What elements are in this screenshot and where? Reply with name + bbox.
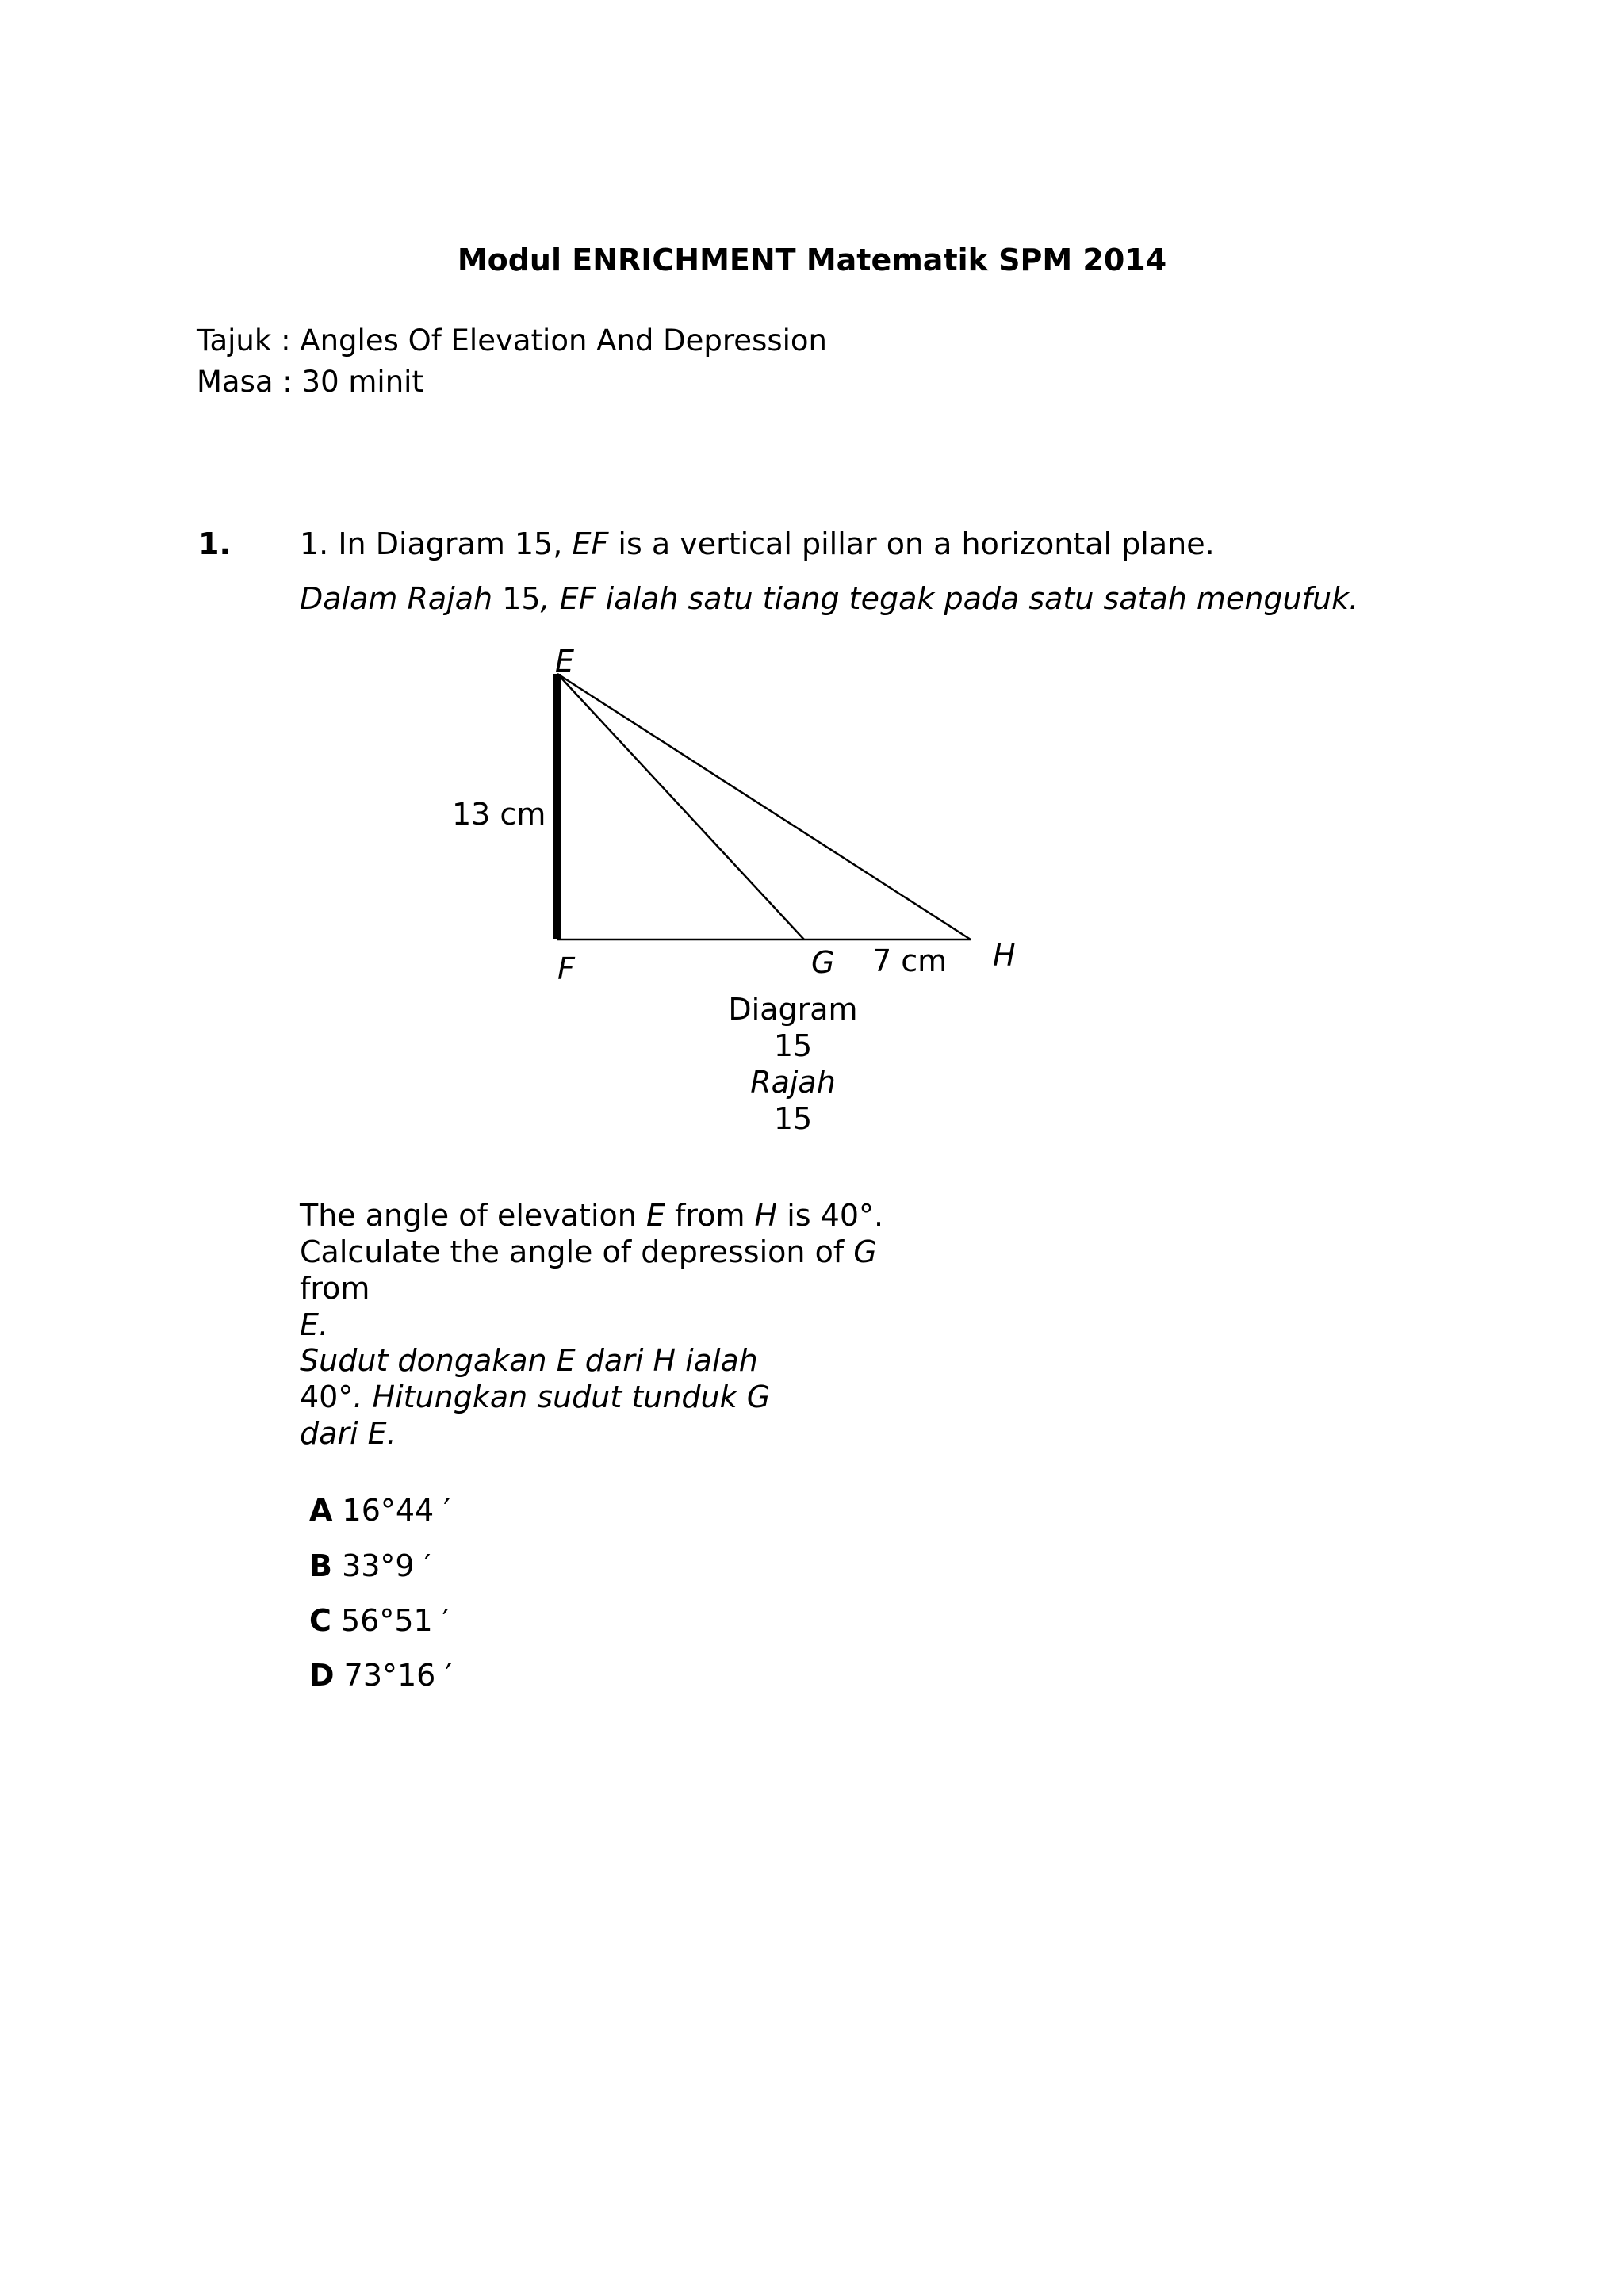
text-en-line-3: E. bbox=[300, 1307, 329, 1342]
caption-en-2: 15 bbox=[773, 1028, 813, 1063]
intro-malay-b: , EF ialah satu tiang tegak pada satu satah mengufuk. bbox=[540, 581, 1359, 616]
question-text-en bbox=[300, 1197, 934, 1343]
diagram-caption bbox=[698, 991, 888, 1137]
question-text-malay bbox=[300, 1342, 934, 1452]
triangle-diagram bbox=[428, 638, 1031, 987]
intro-var: EF bbox=[572, 526, 609, 561]
text-my-line-2: 40°. Hitungkan sudut tunduk G bbox=[300, 1380, 771, 1414]
text-en-line-2: Calculate the angle of depression of G from bbox=[300, 1234, 877, 1306]
label-e: E bbox=[555, 644, 575, 679]
option-d[interactable]: D 73°16 ′ bbox=[309, 1658, 453, 1693]
question-intro-en bbox=[300, 526, 1215, 561]
intro-malay-a: Dalam Rajah bbox=[300, 581, 503, 616]
line-eh bbox=[557, 674, 971, 939]
caption-my-1: Rajah bbox=[750, 1065, 836, 1100]
line-eg bbox=[557, 674, 804, 939]
option-b[interactable]: B 33°9 ′ bbox=[309, 1548, 431, 1583]
topic-line: Tajuk : Angles Of Elevation And Depression bbox=[197, 323, 827, 358]
question-number: 1. bbox=[198, 526, 231, 561]
question-intro-malay bbox=[300, 581, 1358, 616]
text-my-line-1: Sudut dongakan E dari H ialah bbox=[300, 1343, 758, 1378]
label-gh: 7 cm bbox=[872, 943, 948, 978]
page-title: Modul ENRICHMENT Matematik SPM 2014 bbox=[457, 243, 1167, 277]
label-height: 13 cm bbox=[452, 797, 546, 832]
time-line: Masa : 30 minit bbox=[197, 365, 423, 399]
option-a[interactable]: A 16°44 ′ bbox=[309, 1493, 450, 1528]
label-g: G bbox=[811, 945, 835, 980]
intro-malay-num: 15 bbox=[502, 581, 541, 616]
label-f: F bbox=[557, 951, 575, 986]
intro-suffix: is a vertical pillar on a horizontal plane. bbox=[608, 526, 1215, 561]
text-my-line-3: dari E. bbox=[300, 1416, 396, 1451]
caption-my-2: 15 bbox=[773, 1101, 813, 1136]
text-en-line-1: The angle of elevation E from H is 40°. bbox=[300, 1198, 884, 1233]
option-c[interactable]: C 56°51 ′ bbox=[309, 1603, 450, 1638]
intro-prefix: 1. In Diagram 15, bbox=[300, 526, 573, 561]
caption-en-1: Diagram bbox=[728, 992, 858, 1027]
label-h: H bbox=[993, 938, 1016, 973]
